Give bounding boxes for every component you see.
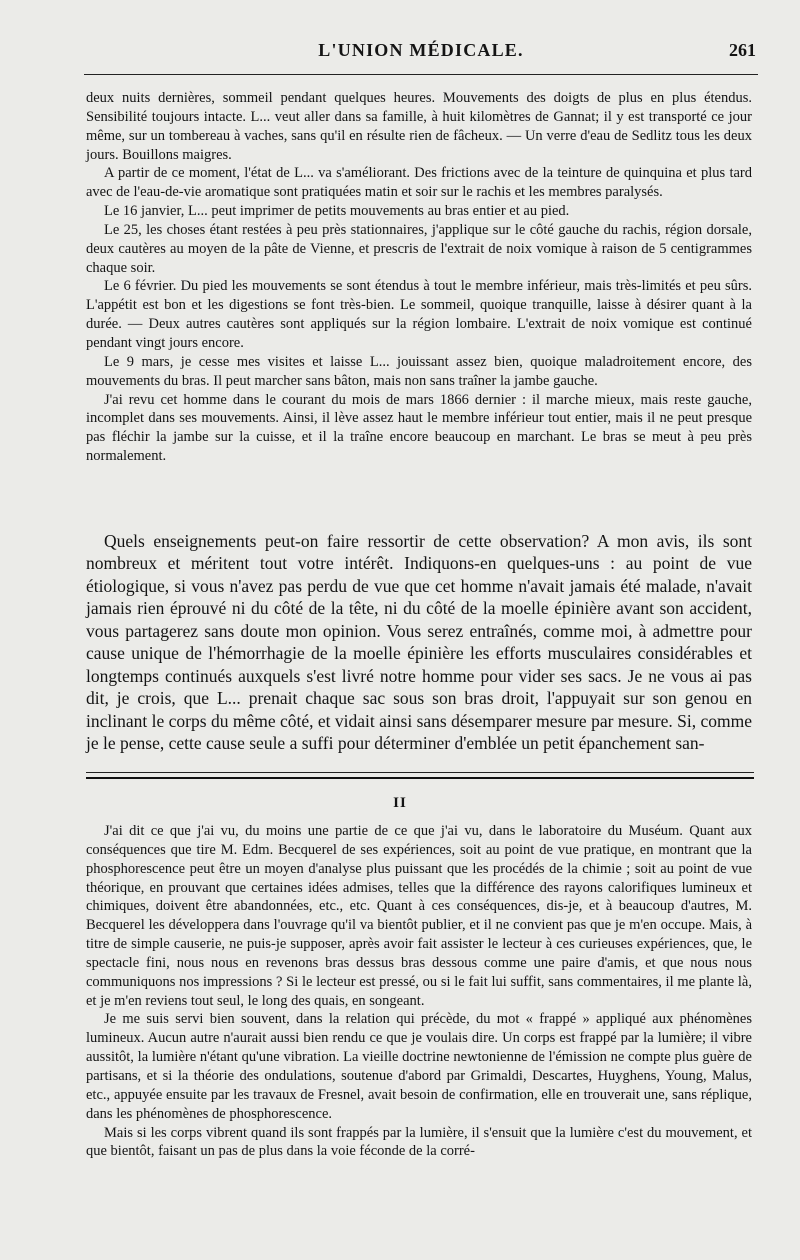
observation-text <box>86 89 752 466</box>
paragraph: A partir de ce moment, l'état de L... va s'améliorant. Des frictions avec de la teinture de quinquina et plus tard avec de l'eau-de-vie aromatique sont pratiquées matin et soir sur le rachis et les membres paralysés. <box>86 165 752 201</box>
section-numeral: II <box>393 795 407 811</box>
page-header <box>86 40 756 68</box>
feuilleton-separator <box>86 772 754 779</box>
paragraph: Le 9 mars, je cesse mes visites et laisse L... jouissant assez bien, quoique maladroitement encore, des mouvements du bras. Il peut marcher sans bâton, mais non sans traîner la jambe gauche. <box>86 353 752 389</box>
commentary-text <box>86 530 752 755</box>
paragraph: Mais si les corps vibrent quand ils sont frappés par la lumière, il s'ensuit que la lumière c'est du mouvement, et que bientôt, faisant un pas de plus dans la voie féconde de la corré- <box>86 1124 752 1160</box>
paragraph: Le 25, les choses étant restées à peu près stationnaires, j'applique sur le côté gauche du rachis, région dorsale, deux cautères au moyen de la pâte de Vienne, et prescris de l'extrait de noix vomique à raison de 5 centigrammes chaque soir. <box>86 221 752 276</box>
page-number: 261 <box>729 40 756 60</box>
running-title: L'UNION MÉDICALE. <box>318 40 524 60</box>
paragraph: Le 16 janvier, L... peut imprimer de petits mouvements au bras entier et au pied. <box>104 203 570 220</box>
paragraph: J'ai dit ce que j'ai vu, du moins une partie de ce que j'ai vu, dans le laboratoire du Muséum. Quant aux conséquences que tire M. Edm. Becquerel de ses expériences, soit au point de vue pratique, en montrant que la phosphorescence peut être un moyen d'analyse plus puissant que les procédés de la chimie ; soit au point de vue théorique, en prouvant que certaines idées admises, telles que la différence des rayons calorifiques lumineux et chimiques, doivent être abandonnées, etc., etc. Quant à ces conséquences, dis-je, et à beaucoup d'autres, M. Becquerel les développera dans l'ouvrage qu'il va bientôt publier, et il ne convient pas que je m'en occupe. Mais, à titre de simple causerie, ne puis-je supposer, après avoir fait assister le lecteur à ces curieuses expériences, que, le spectacle fini, nous nous en revenons bras dessus bras dessous comme une paire d'amis, et que nous nous communiquons nos impressions ? Si le lecteur est pressé, ou si le fait lui suffit, sans commentaires, il me plante là, et je m'en reviens tout seul, le long des quais, en songeant. <box>86 823 752 1009</box>
paragraph: Je me suis servi bien souvent, dans la relation qui précède, du mot « frappé » appliqué aux phénomènes lumineux. Aucun autre n'aurait aussi bien rendu ce que je voulais dire. Un corps est frappé par la lumière; il vibre aussitôt, la lumière n'étant qu'une vibration. La vieille doctrine newtonienne de l'émission ne compte plus guère de partisans, et si la théorie des ondulations, soutenue d'abord par Grimaldi, Descartes, Huyghens, Young, Malus, etc., appuyée ensuite par les travaux de Fresnel, avait besoin de confirmation, elle en trouverait une, sans réplique, dans les phénomènes de phosphorescence. <box>86 1011 752 1122</box>
paragraph: Le 6 février. Du pied les mouvements se sont étendus à tout le membre inférieur, mais très-limités et peu sûrs. L'appétit est bon et les digestions se font très-bien. Le sommeil, quoique tranquille, laisse à désirer quant à la durée. — Deux autres cautères sont appliqués sur la région lombaire. L'extrait de noix vomique est continué pendant vingt jours encore. <box>86 278 752 351</box>
header-rule <box>84 74 758 75</box>
feuilleton-text <box>86 822 752 1161</box>
paragraph: deux nuits dernières, sommeil pendant quelques heures. Mouvements des doigts de plus en plus étendus. Sensibilité toujours intacte. L... veut aller dans sa famille, à huit kilomètres de Gannat; il y est transporté ce jour même, sur un tombereau à vaches, sans qu'il en résulte rien de fâcheux. — Un verre d'eau de Sedlitz tous les deux jours. Bouillons maigres. <box>86 90 752 163</box>
paragraph: J'ai revu cet homme dans le courant du mois de mars 1866 dernier : il marche mieux, mais reste gauche, incomplet dans ses mouvements. Ainsi, il lève assez haut le membre inférieur tout entier, mais il ne peut presque pas fléchir la jambe sur la cuisse, et il la traîne encore beaucoup en marchant. Le bras se meut à peu près normalement. <box>86 391 752 465</box>
paragraph: Quels enseignements peut-on faire ressortir de cette observation? A mon avis, ils sont nombreux et méritent tout votre intérêt. Indiquons-en quelques-uns : au point de vue étiologique, si vous n'avez pas perdu de vue que cet homme n'avait jamais été malade, n'avait jamais rien éprouvé ni du côté de la tête, ni du côté de la moelle épinière avant son accident, vous partagerez sans doute mon opinion. Vous serez entraînés, comme moi, à admettre pour cause unique de l'hémorrhagie de la moelle épinière les efforts musculaires considérables et longtemps continués auxquels s'est livré notre homme pour vider ses sacs. Je ne vous ai pas dit, je crois, que L... prenait chaque sac sous son bras droit, l'appuyait sur son genou en inclinant le corps du même côté, et vidait ainsi sans désemparer mesure par mesure. Si, comme je le pense, cette cause seule a suffi pour déterminer d'emblée un petit épanchement san- <box>86 531 752 754</box>
